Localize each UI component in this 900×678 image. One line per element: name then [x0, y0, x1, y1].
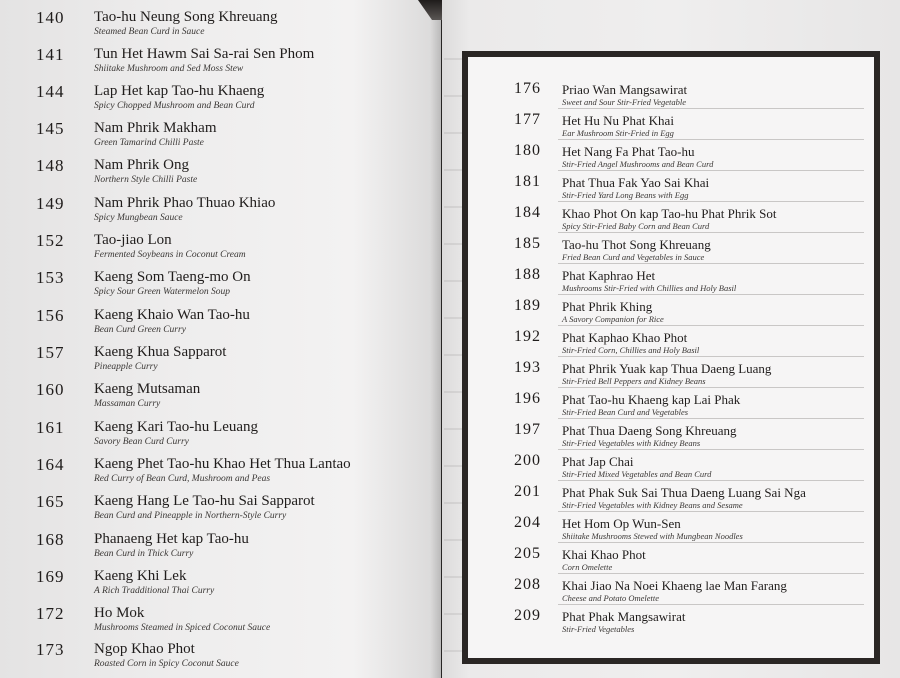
recipe-name: Phanaeng Het kap Tao-hu	[94, 531, 249, 547]
page-number: 193	[514, 359, 541, 376]
recipe-description: Bean Curd in Thick Curry	[94, 549, 194, 559]
page-number: 197	[514, 421, 541, 438]
index-entry[interactable]	[36, 567, 426, 604]
page-number: 149	[36, 194, 65, 213]
index-entry[interactable]	[36, 8, 426, 45]
recipe-description: Sweet and Sour Stir-Fried Vegetable	[562, 97, 687, 107]
page-number: 201	[514, 483, 541, 500]
index-entry[interactable]	[514, 359, 864, 390]
page-number: 145	[36, 119, 65, 138]
index-entry[interactable]	[514, 80, 864, 111]
row-divider	[558, 263, 864, 264]
index-entry[interactable]	[514, 390, 864, 421]
recipe-description: Roasted Corn in Spicy Coconut Sauce	[94, 659, 239, 669]
row-divider	[558, 480, 864, 481]
recipe-description: Stir-Fried Bell Peppers and Kidney Beans	[562, 376, 706, 386]
recipe-name: Het Nang Fa Phat Tao-hu	[562, 144, 695, 159]
index-entry[interactable]	[514, 607, 864, 638]
index-entry[interactable]	[36, 194, 426, 231]
index-entry[interactable]	[514, 266, 864, 297]
index-entry[interactable]	[514, 297, 864, 328]
recipe-name: Priao Wan Mangsawirat	[562, 82, 688, 97]
recipe-name: Khai Khao Phot	[562, 547, 646, 562]
recipe-name: Kaeng Khi Lek	[94, 568, 187, 584]
recipe-description: Spicy Mungbean Sauce	[94, 213, 183, 223]
index-entry[interactable]	[514, 421, 864, 452]
recipe-name: Nam Phrik Makham	[94, 120, 217, 136]
recipe-name: Phat Jap Chai	[562, 454, 634, 469]
index-entry[interactable]	[36, 82, 426, 119]
recipe-name: Phat Phrik Khing	[562, 299, 653, 314]
recipe-name: Phat Kaphao Khao Phot	[562, 330, 688, 345]
page-number: 161	[36, 418, 65, 437]
row-divider	[558, 201, 864, 202]
page-number: 209	[514, 607, 541, 624]
recipe-name: Nam Phrik Ong	[94, 157, 189, 173]
recipe-description: Mushrooms Stir-Fried with Chillies and Holy Basil	[562, 283, 737, 293]
row-divider	[558, 387, 864, 388]
page-number: 180	[514, 142, 541, 159]
recipe-description: Stir-Fried Vegetables with Kidney Beans and Sesame	[562, 500, 743, 510]
recipe-description: Steamed Bean Curd in Sauce	[94, 27, 205, 37]
recipe-description: A Savory Companion for Rice	[562, 314, 664, 324]
row-divider	[558, 449, 864, 450]
row-divider	[558, 232, 864, 233]
index-entry[interactable]	[514, 514, 864, 545]
recipe-description: A Rich Tradditional Thai Curry	[94, 586, 215, 596]
row-divider	[558, 294, 864, 295]
page-number: 196	[514, 390, 541, 407]
index-entry[interactable]	[36, 45, 426, 82]
page-number: 173	[36, 640, 65, 659]
page-number: 181	[514, 173, 541, 190]
index-entry[interactable]	[514, 235, 864, 266]
recipe-description: Pineapple Curry	[94, 362, 158, 372]
index-entry[interactable]	[514, 483, 864, 514]
page-number: 165	[36, 492, 65, 511]
page-number: 200	[514, 452, 541, 469]
recipe-name: Het Hom Op Wun-Sen	[562, 516, 681, 531]
index-entry[interactable]	[514, 576, 864, 607]
recipe-description: Green Tamarind Chilli Paste	[94, 138, 204, 148]
recipe-description: Stir-Fried Vegetables with Kidney Beans	[562, 438, 701, 448]
recipe-description: Spicy Stir-Fried Baby Corn and Bean Curd	[562, 221, 710, 231]
row-divider	[558, 170, 864, 171]
page-number: 157	[36, 343, 65, 362]
page-number: 160	[36, 380, 65, 399]
recipe-description: Mushrooms Steamed in Spiced Coconut Sauce	[94, 623, 271, 633]
recipe-description: Savory Bean Curd Curry	[94, 437, 189, 447]
page-number: 184	[514, 204, 541, 221]
recipe-description: Northern Style Chilli Paste	[94, 175, 198, 185]
index-entry[interactable]	[514, 545, 864, 576]
row-divider	[558, 108, 864, 109]
recipe-description: Stir-Fried Mixed Vegetables and Bean Curd	[562, 469, 712, 479]
recipe-name: Het Hu Nu Phat Khai	[562, 113, 674, 128]
recipe-name: Kaeng Som Taeng-mo On	[94, 269, 251, 285]
page-number: 164	[36, 455, 65, 474]
recipe-name: Tao-jiao Lon	[94, 232, 172, 248]
recipe-name: Khai Jiao Na Noei Khaeng lae Man Farang	[562, 578, 787, 593]
recipe-name: Phat Phak Suk Sai Thua Daeng Luang Sai Nga	[562, 485, 806, 500]
recipe-name: Tun Het Hawm Sai Sa-rai Sen Phom	[94, 46, 315, 62]
row-divider	[558, 418, 864, 419]
page-number: 188	[514, 266, 541, 283]
recipe-description: Massaman Curry	[94, 399, 161, 409]
page-number: 140	[36, 8, 65, 27]
page-number: 169	[36, 567, 65, 586]
index-entry[interactable]	[36, 231, 426, 268]
index-entry[interactable]	[36, 530, 426, 567]
page-number: 185	[514, 235, 541, 252]
recipe-name: Phat Tao-hu Khaeng kap Lai Phak	[562, 392, 741, 407]
recipe-name: Tao-hu Thot Song Khreuang	[562, 237, 711, 252]
index-entry[interactable]	[36, 343, 426, 380]
row-divider	[558, 511, 864, 512]
recipe-name: Phat Kaphrao Het	[562, 268, 656, 283]
index-entry[interactable]	[514, 142, 864, 173]
recipe-description: Stir-Fried Angel Mushrooms and Bean Curd	[562, 159, 714, 169]
recipe-description: Ear Mushroom Stir-Fried in Egg	[562, 128, 674, 138]
recipe-description: Bean Curd and Pineapple in Northern-Style Curry	[94, 511, 287, 521]
recipe-description: Spicy Sour Green Watermelon Soup	[94, 287, 230, 297]
page-number: 144	[36, 82, 65, 101]
index-entry[interactable]	[36, 640, 426, 677]
recipe-name: Kaeng Hang Le Tao-hu Sai Sapparot	[94, 493, 315, 509]
recipe-name: Phat Thua Daeng Song Khreuang	[562, 423, 737, 438]
recipe-description: Fried Bean Curd and Vegetables in Sauce	[562, 252, 705, 262]
page-number: 168	[36, 530, 65, 549]
page-number: 148	[36, 156, 65, 175]
page-number: 156	[36, 306, 65, 325]
index-entry[interactable]	[36, 156, 426, 193]
index-entry[interactable]	[514, 173, 864, 204]
index-entry[interactable]	[36, 418, 426, 455]
recipe-description: Red Curry of Bean Curd, Mushroom and Peas	[94, 474, 271, 484]
recipe-description: Stir-Fried Corn, Chillies and Holy Basil	[562, 345, 700, 355]
page-number: 208	[514, 576, 541, 593]
row-divider	[558, 325, 864, 326]
index-entry[interactable]	[514, 204, 864, 235]
recipe-name: Tao-hu Neung Song Khreuang	[94, 9, 278, 25]
recipe-name: Ho Mok	[94, 605, 145, 621]
recipe-name: Ngop Khao Phot	[94, 641, 195, 657]
page-number: 192	[514, 328, 541, 345]
row-divider	[558, 356, 864, 357]
recipe-name: Kaeng Kari Tao-hu Leuang	[94, 419, 259, 435]
page-number: 189	[514, 297, 541, 314]
row-divider	[558, 542, 864, 543]
recipe-description: Fermented Soybeans in Coconut Cream	[94, 250, 246, 260]
row-divider	[558, 573, 864, 574]
page-number: 153	[36, 268, 65, 287]
index-entry[interactable]	[36, 604, 426, 641]
page-number: 177	[514, 111, 541, 128]
recipe-description: Corn Omelette	[562, 562, 613, 572]
index-entry[interactable]	[514, 328, 864, 359]
index-entry[interactable]	[36, 455, 426, 492]
recipe-name: Phat Phak Mangsawirat	[562, 609, 686, 624]
page-number: 141	[36, 45, 65, 64]
index-entry[interactable]	[36, 119, 426, 156]
row-divider	[558, 604, 864, 605]
recipe-name: Lap Het kap Tao-hu Khaeng	[94, 83, 265, 99]
recipe-description: Spicy Chopped Mushroom and Bean Curd	[94, 101, 255, 111]
page-number: 205	[514, 545, 541, 562]
recipe-name: Kaeng Khua Sapparot	[94, 344, 227, 360]
index-entry[interactable]	[514, 111, 864, 142]
page-number: 152	[36, 231, 65, 250]
recipe-description: Stir-Fried Bean Curd and Vegetables	[562, 407, 689, 417]
page-number: 204	[514, 514, 541, 531]
row-divider	[558, 139, 864, 140]
recipe-name: Kaeng Khaio Wan Tao-hu	[94, 307, 250, 323]
recipe-name: Nam Phrik Phao Thuao Khiao	[94, 195, 276, 211]
recipe-name: Phat Thua Fak Yao Sai Khai	[562, 175, 710, 190]
index-entry[interactable]	[36, 492, 426, 529]
index-entry[interactable]	[36, 306, 426, 343]
recipe-description: Bean Curd Green Curry	[94, 325, 186, 335]
index-entry[interactable]	[514, 452, 864, 483]
recipe-description: Shiitake Mushroom and Sed Moss Stew	[94, 64, 244, 74]
recipe-name: Kaeng Mutsaman	[94, 381, 201, 397]
recipe-description: Shiitake Mushrooms Stewed with Mungbean Noodles	[562, 531, 743, 541]
recipe-description: Stir-Fried Vegetables	[562, 624, 635, 634]
page-number: 172	[36, 604, 65, 623]
recipe-name: Kaeng Phet Tao-hu Khao Het Thua Lantao	[94, 456, 351, 472]
index-entry[interactable]	[36, 380, 426, 417]
page-number: 176	[514, 80, 541, 97]
recipe-name: Phat Phrik Yuak kap Thua Daeng Luang	[562, 361, 772, 376]
index-entry[interactable]	[36, 268, 426, 305]
recipe-description: Cheese and Potato Omelette	[562, 593, 660, 603]
recipe-name: Khao Phot On kap Tao-hu Phat Phrik Sot	[562, 206, 777, 221]
recipe-description: Stir-Fried Yard Long Beans with Egg	[562, 190, 689, 200]
